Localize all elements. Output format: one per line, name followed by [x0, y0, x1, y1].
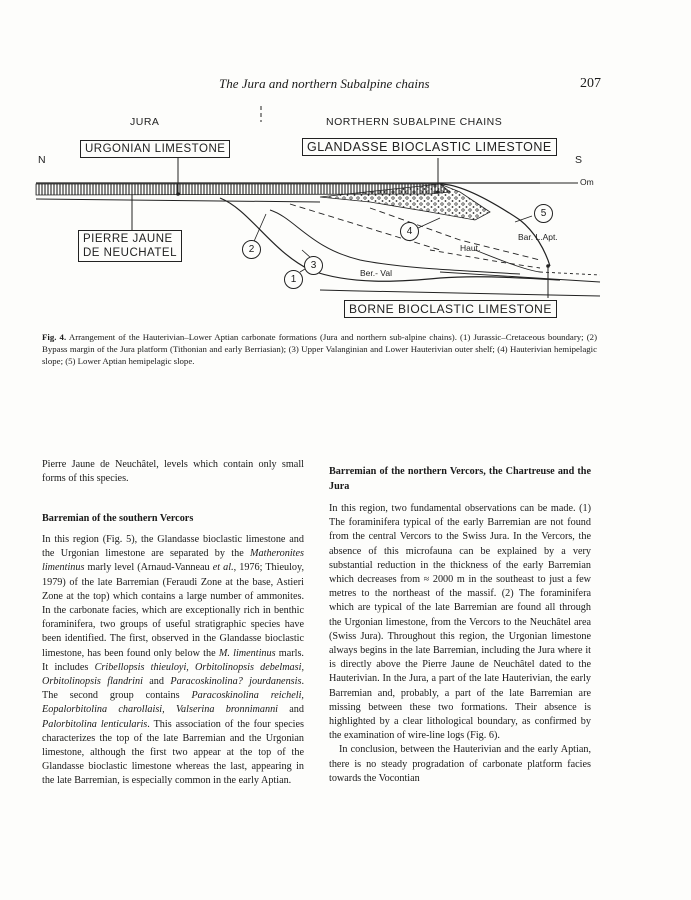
- marker-1: 1: [284, 270, 303, 289]
- caption-label: Fig. 4.: [42, 332, 67, 342]
- marker-4: 4: [400, 222, 419, 241]
- northern-chains-label: NORTHERN SUBALPINE CHAINS: [326, 116, 503, 128]
- northern-vercors-heading: Barremian of the northern Vercors, the Chartreuse and the Jura: [329, 466, 591, 492]
- urgonian-limestone-label: URGONIAN LIMESTONE: [80, 140, 230, 158]
- pierre-jaune-line-1: PIERRE JAUNE: [83, 233, 173, 245]
- bar-lapt-label: Bar. L.Apt.: [518, 232, 558, 242]
- borne-limestone-label: BORNE BIOCLASTIC LIMESTONE: [344, 300, 557, 318]
- bar-lapt-line: [475, 250, 540, 272]
- southern-vercors-heading: Barremian of the southern Vercors: [42, 513, 194, 525]
- zero-metre-label: Om: [580, 177, 594, 187]
- running-title: The Jura and northern Subalpine chains: [219, 76, 430, 91]
- haut-dashed: [430, 250, 540, 268]
- south-label: S: [575, 154, 583, 166]
- cross-section-diagram: [20, 100, 620, 330]
- lower-bed-line: [320, 290, 600, 296]
- pierre-jaune-line-2: DE NEUCHATEL: [83, 247, 177, 259]
- figure-4: [20, 100, 620, 330]
- glandasse-limestone-label: GLANDASSE BIOCLASTIC LIMESTONE: [302, 138, 557, 156]
- ber-val-label: Ber.- Val: [360, 268, 392, 278]
- north-label: N: [38, 154, 47, 166]
- marker-3: 3: [304, 256, 323, 275]
- marker-5: 5: [534, 204, 553, 223]
- right-column: [329, 465, 591, 786]
- pierre-jaune-label: [78, 230, 182, 262]
- southern-vercors-paragraph: In this region (Fig. 5), the Glandasse bioclastic limestone and the Urgonian limestone are separated by the Matheronites limentinus marly level (Arnaud-Vanneau et al., 1976; Thieuloy, 1979) of the late Barremian (Feraudi Zone at the base, Astieri Zone at the top) which contains a large number of ammonites. In the carbonate facies, which are exceptionally rich in benthic foraminifera, two groups of useful stratigraphic species have been identified. The first, observed in the Glandasse bioclastic limestone, has been found only below the M. limentinus marls. It includes Cribellopsis thieuloyi, Orbitolinopsis debelmasi, Orbitolinopsis flandrini and Paracoskinolina? jourdanensis. The second group contains Paracoskinolina reicheli, Eopalorbitolina charollaisi, Valserina bronnimanni and Palorbitolina lenticularis. This association of the four species characterizes the top of the late Barremian and the Urgonian limestone, although the first two appear at the top of the Glandasse bioclastic limestone whereas the last, appearing in the late Barremian, is especially common in the early Aptian.: [42, 533, 305, 787]
- marker-2: 2: [242, 240, 261, 259]
- left-intro-paragraph: Pierre Jaune de Neuchâtel, levels which contain only small forms of this species.: [42, 459, 304, 485]
- page-number: 207: [580, 76, 601, 91]
- northern-vercors-paragraph-2: In conclusion, between the Hauterivian and the early Aptian, there is no steady progradation of carbonate platform facies towards the Vocontian: [329, 744, 591, 784]
- jura-label: JURA: [130, 116, 160, 128]
- haut-label: Haut.: [460, 243, 481, 253]
- caption-text: Arrangement of the Hauterivian–Lower Aptian carbonate formations (Jura and northern sub-alpine chains). (1) Jurassic–Cretaceous boundary; (2) Bypass margin of the Jura platform (Tithonian and early Berriasian); (3) Upper Valanginian and Lower Hauterivian outer shelf; (4) Hauterivian hemipelagic slope; (5) Lower Aptian hemipelagic slope.: [42, 332, 598, 366]
- band-base: [36, 199, 320, 202]
- slope-dotted-tail: [540, 272, 600, 275]
- figure-caption: [42, 331, 597, 367]
- marker-4-leader: [418, 218, 440, 228]
- left-column: [42, 458, 304, 789]
- northern-vercors-paragraph-1: In this region, two fundamental observations can be made. (1) The foraminifera typical of the early Barremian are not found from the central Vercors to the Swiss Jura. In the Vercors, the absence of this microfauna can be explained by a very substantial reduction in the thickness of the early Barremian which decreases from ≈ 2000 m in the southeast to just a few metres to the northeast of the massif. (2) The foraminifera which are typical of the late Barremian are found all through the Urgonian limestone, from the Vercors to the Neuchâtel area (Swiss Jura). Throughout this region, the Urgonian limestone always begins in the late Barremian, including the Jura where it is directly above the Pierre Jaune de Neuchâtel dated to the Hauterivian. In the Jura, a part of the late Hauterivian, the early Barremian and, probably, a part of the late Barremian are missing between these two formations. Their absence is highlighted by a clear lithological boundary, as confirmed by the examination of wire-line logs (Fig. 6).: [329, 503, 591, 742]
